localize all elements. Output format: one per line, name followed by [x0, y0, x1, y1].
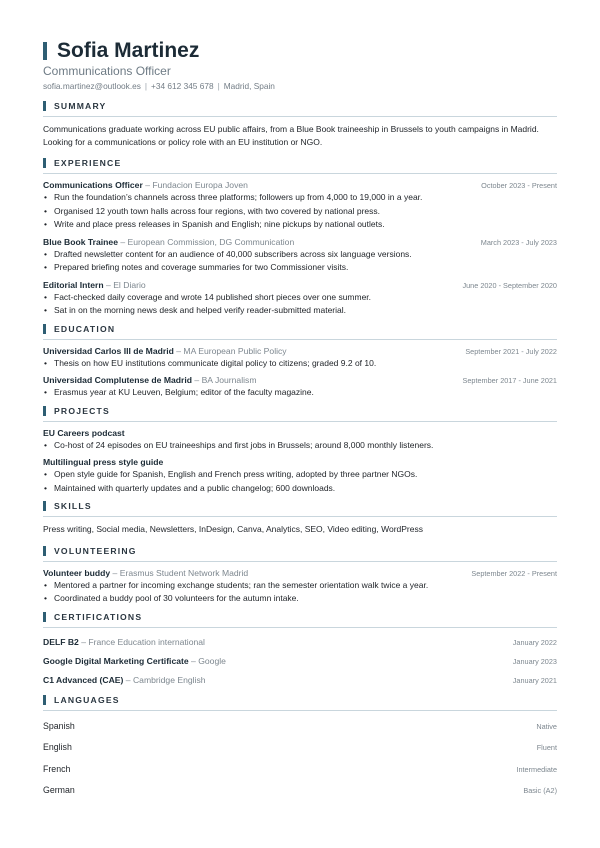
section-languages-heading: [43, 694, 557, 706]
section-experience-heading: [43, 157, 557, 169]
project-entry: [43, 428, 557, 453]
language-level: Native: [536, 721, 557, 731]
section-education-heading: [43, 323, 557, 335]
language-name: Spanish: [43, 720, 75, 731]
contact-separator: |: [217, 81, 220, 91]
contact-separator: |: [144, 81, 148, 91]
certification-title: C1 Advanced (CAE): [43, 674, 124, 685]
bullet-item: • Erasmus year at KU Leuven, Belgium; editor of the faculty magazine.: [43, 386, 557, 400]
project-entry: [43, 457, 557, 495]
section-projects-heading: [43, 405, 557, 417]
entry-title: Multilingual press style guide: [43, 457, 164, 467]
bullet-item: • Drafted newsletter content for an audience of 40,000 subscribers across six language versions.: [43, 248, 557, 262]
entry-title: Editorial Intern: [43, 279, 104, 290]
bullet-item: • Run the foundation’s channels across three platforms; followers up from 4,000 to 19,000 in a year.: [43, 191, 557, 205]
section-divider: [43, 516, 557, 517]
language-name: English: [43, 742, 72, 752]
section-divider: [43, 561, 557, 562]
entry-date: September 2017 - June 2021: [462, 376, 557, 385]
section-label: CERTIFICATIONS: [54, 611, 143, 622]
certification-issuer: Google: [198, 655, 226, 666]
section-label: EDUCATION: [54, 323, 116, 334]
certification-date: January 2021: [512, 675, 557, 685]
section-divider: [43, 627, 557, 628]
section-label: LANGUAGES: [54, 694, 120, 705]
entry-title: Universidad Complutense de Madrid: [43, 375, 192, 385]
certification-title: Google Digital Marketing Certificate: [43, 655, 189, 666]
section-accent-bar: [43, 501, 46, 511]
entry-title: Universidad Carlos III de Madrid: [43, 345, 174, 356]
section-accent-bar: [43, 612, 46, 622]
bullet-item: • Thesis on how EU institutions communicate digital policy to citizens; graded 9.2 of 10.: [43, 357, 557, 371]
language-level: Basic (A2): [523, 786, 557, 795]
section-accent-bar: [43, 406, 46, 416]
contact-phone: +34 612 345 678: [151, 81, 214, 91]
language-entry: [43, 742, 557, 753]
section-label: VOLUNTEERING: [54, 545, 137, 556]
education-entry: Universidad Complutense de Madrid – BA Journalism September 2017 - June 2021 • Erasmus year at KU Leuven, Belgium; editor of the faculty magazine.: [43, 375, 557, 400]
language-entry: [43, 764, 557, 775]
bullet-item: • Organised 12 youth town halls across four regions, with two covered by national press.: [43, 205, 557, 219]
certification-entry: C1 Advanced (CAE) – Cambridge English January 2021: [43, 674, 557, 685]
section-divider: [43, 173, 557, 174]
section-divider: [43, 116, 557, 117]
certification-issuer: Cambridge English: [132, 674, 206, 685]
experience-entry: Blue Book Trainee – European Commission, DG Communication March 2023 - July 2023 • Drafted newsletter content for an audience of 40,000 subscribers across six language versions. • Prepared briefing notes and coverage summaries for two Commissioner visits.: [43, 237, 557, 275]
contact-email: sofia.martinez@outlook.es: [43, 81, 141, 91]
section-accent-bar: [43, 324, 46, 334]
volunteering-entry: Volunteer buddy – Erasmus Student Network Madrid September 2022 - Present • Mentored a partner for incoming exchange students; ran the semester orientation walk twice a year. • Coordinated a buddy pool of 30 volunteers for the autumn intake.: [43, 568, 557, 606]
section-accent-bar: [43, 695, 46, 705]
section-label: PROJECTS: [54, 405, 110, 416]
bullet-item: • Write and place press releases in Spanish and English; nine pickups by national outlets.: [43, 218, 557, 232]
section-divider: [43, 339, 557, 340]
skills-list: Press writing, Social media, Newsletters, InDesign, Canva, Analytics, SEO, Video editing, WordPress: [43, 524, 423, 534]
section-accent-bar: [43, 101, 46, 111]
entry-degree: MA European Public Policy: [183, 345, 287, 356]
entry-date: October 2023 - Present: [481, 181, 557, 190]
entry-title: EU Careers podcast: [43, 427, 125, 438]
bullet-item: • Mentored a partner for incoming exchange students; ran the semester orientation walk twice a year.: [43, 579, 557, 593]
education-entry: Universidad Carlos III de Madrid – MA European Public Policy September 2021 - July 2022 • Thesis on how EU institutions communicate digital policy to citizens; graded 9.2 of 10.: [43, 346, 557, 371]
bullet-item: • Open style guide for Spanish, English and French press writing, adopted by three partner NGOs.: [43, 468, 557, 482]
contact-location: Madrid, Spain: [223, 81, 275, 91]
bullet-item: • Coordinated a buddy pool of 30 volunteers for the autumn intake.: [43, 592, 557, 606]
section-label: SUMMARY: [54, 101, 107, 111]
section-certifications-heading: [43, 611, 557, 623]
certification-date: January 2022: [512, 637, 557, 647]
experience-entry: Editorial Intern – El Diario June 2020 - September 2020 • Fact-checked daily coverage and wrote 14 published short pieces over one summer. • Sat in on the morning news desk and helped verify reader-submitted material.: [43, 280, 557, 318]
section-label: SKILLS: [54, 501, 92, 511]
language-entry: [43, 785, 557, 796]
bullet-item: • Maintained with quarterly updates and a public changelog; 600 downloads.: [43, 482, 557, 496]
language-level: Intermediate: [516, 764, 557, 774]
language-name: German: [43, 785, 75, 795]
entry-title: Blue Book Trainee: [43, 236, 118, 247]
entry-organization: European Commission, DG Communication: [127, 236, 295, 247]
section-accent-bar: [43, 546, 46, 556]
language-name: French: [43, 763, 71, 774]
entry-title: Volunteer buddy: [43, 567, 111, 578]
entry-date: June 2020 - September 2020: [462, 280, 557, 290]
bullet-item: • Prepared briefing notes and coverage summaries for two Commissioner visits.: [43, 261, 557, 275]
language-level: Fluent: [536, 743, 557, 752]
resume-header: [43, 40, 557, 91]
entry-title: Communications Officer: [43, 180, 143, 190]
header-accent-bar: [43, 42, 47, 60]
section-volunteering-heading: [43, 545, 557, 557]
section-skills-heading: [43, 500, 557, 512]
certification-entry: DELF B2 – France Education international January 2022: [43, 636, 557, 647]
entry-date: September 2022 - Present: [471, 568, 557, 578]
section-accent-bar: [43, 158, 46, 168]
entry-organization: Erasmus Student Network Madrid: [119, 567, 249, 578]
section-label: EXPERIENCE: [54, 158, 122, 168]
bullet-item: • Co-host of 24 episodes on EU traineeships and first jobs in Brussels; around 8,000 monthly listeners.: [43, 439, 557, 453]
entry-organization: Fundacion Europa Joven: [152, 180, 248, 190]
certification-issuer: France Education international: [88, 636, 205, 647]
certification-title: DELF B2: [43, 636, 79, 647]
entry-date: September 2021 - July 2022: [465, 346, 557, 356]
entry-date: March 2023 - July 2023: [480, 237, 557, 247]
section-summary-heading: [43, 100, 557, 112]
entry-degree: BA Journalism: [201, 375, 257, 385]
candidate-name: Sofia Martinez: [57, 39, 200, 62]
summary-text: Communications graduate working across EU public affairs, from a Blue Book traineeship in Brussels to youth campaigns in Madrid. Looking for a communications or policy role with an EU institution or NGO.: [43, 124, 539, 147]
contact-line: [43, 81, 557, 91]
experience-entry: Communications Officer – Fundacion Europa Joven October 2023 - Present • Run the foundation’s channels across three platforms; followers up from 4,000 to 19,000 in a year. • Organised 12 youth town halls across four regions, with two covered by national press. • Write and place press releases in Spanish and English; nine pickups by national outlets.: [43, 180, 557, 232]
section-divider: [43, 421, 557, 422]
candidate-title: Communications Officer: [43, 64, 171, 78]
bullet-item: • Fact-checked daily coverage and wrote 14 published short pieces over one summer.: [43, 291, 557, 305]
language-entry: [43, 721, 557, 732]
certification-date: January 2023: [512, 656, 557, 666]
section-divider: [43, 710, 557, 711]
bullet-item: • Sat in on the morning news desk and helped verify reader-submitted material.: [43, 304, 557, 318]
entry-organization: El Diario: [113, 279, 146, 290]
certification-entry: Google Digital Marketing Certificate – Google January 2023: [43, 655, 557, 666]
